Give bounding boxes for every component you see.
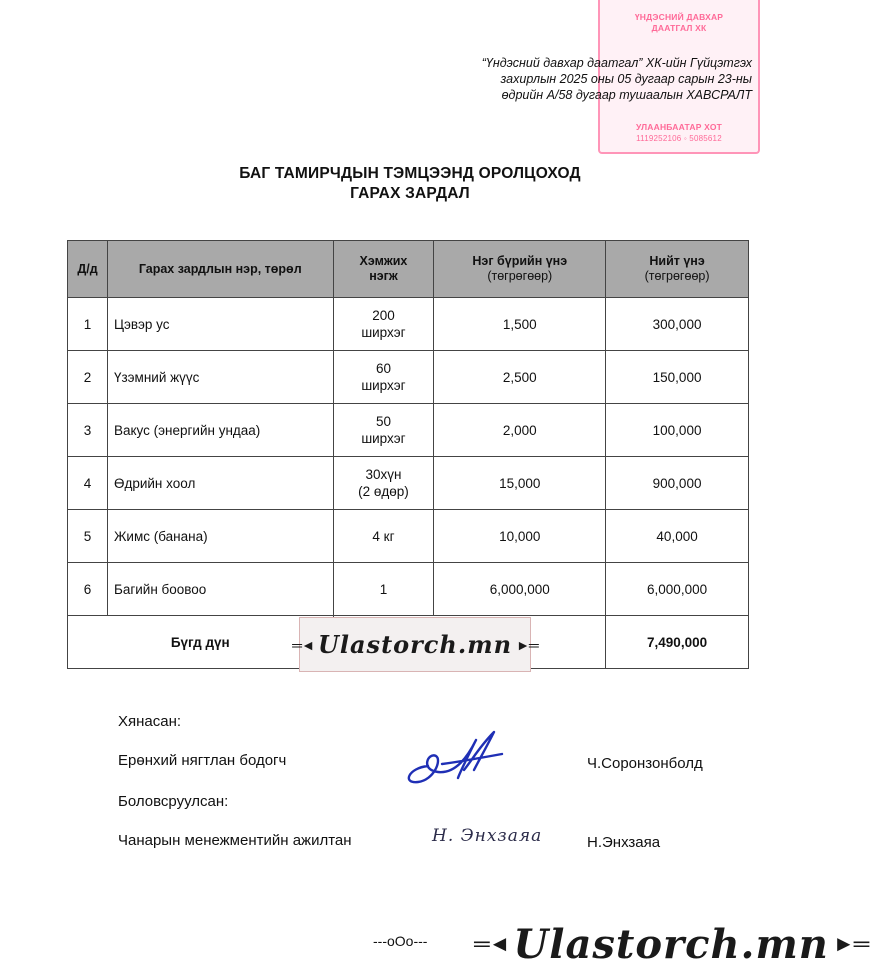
qty-line2: ширхэг — [361, 325, 406, 340]
bottom-watermark — [470, 914, 872, 974]
table-row — [68, 510, 749, 563]
title-line: БАГ ТАМИРЧДЫН ТЭМЦЭЭНД ОРОЛЦОХОД — [239, 165, 581, 182]
header-qty — [333, 241, 434, 298]
header-no: Д/д — [68, 241, 108, 298]
qty-line1: 30хүн — [365, 467, 402, 482]
quality-signature: Н. Энхзаяа — [432, 826, 543, 846]
annex-note — [482, 55, 752, 103]
cell-total-price: 900,000 — [606, 457, 749, 510]
cell-total-price: 100,000 — [606, 404, 749, 457]
header-unit-line2: (төгрөгөөр) — [487, 269, 553, 283]
header-total-line2: (төгрөгөөр) — [644, 269, 710, 283]
header-unit-line1: Нэг бүрийн үнэ — [472, 254, 568, 268]
cell-name: Үзэмний жүүс — [107, 351, 333, 404]
qty-line1: 200 — [372, 308, 395, 323]
cell-no: 4 — [68, 457, 108, 510]
total-value: 7,490,000 — [606, 616, 749, 669]
annex-line: захирлын 2025 оны 05 дугаар сарын 23-ны — [500, 72, 752, 86]
cell-unit-price: 2,000 — [434, 404, 606, 457]
prepared-label: Боловсруулсан: — [118, 793, 229, 810]
cell-no: 2 — [68, 351, 108, 404]
cell-unit-price: 1,500 — [434, 298, 606, 351]
cell-unit-price: 6,000,000 — [434, 563, 606, 616]
cell-name: Жимс (банана) — [107, 510, 333, 563]
cell-no: 6 — [68, 563, 108, 616]
header-name: Гарах зардлын нэр, төрөл — [107, 241, 333, 298]
watermark-logo: Ulastorch.mn — [317, 630, 513, 659]
cell-total-price: 150,000 — [606, 351, 749, 404]
cell-total-price: 40,000 — [606, 510, 749, 563]
table-row — [68, 404, 749, 457]
cell-total-price: 6,000,000 — [606, 563, 749, 616]
title-line: ГАРАХ ЗАРДАЛ — [350, 185, 470, 202]
end-mark: ---oOo--- — [373, 933, 428, 949]
stamp-org-line2: ДААТГАЛ ХК — [651, 23, 707, 33]
cell-no: 3 — [68, 404, 108, 457]
cell-qty — [333, 298, 434, 351]
cell-unit-price: 10,000 — [434, 510, 606, 563]
annex-line: өдрийн А/58 дугаар тушаалын ХАВСРАЛТ — [501, 88, 752, 102]
cell-qty — [333, 404, 434, 457]
cell-name: Багийн боовоо — [107, 563, 333, 616]
cell-qty — [333, 510, 434, 563]
accountant-signature-icon — [398, 726, 508, 788]
cell-qty — [333, 351, 434, 404]
cell-name: Вакус (энергийн ундаа) — [107, 404, 333, 457]
qty-line1: 50 — [375, 414, 391, 429]
qty-line2: ширхэг — [361, 378, 406, 393]
table-row — [68, 457, 749, 510]
cell-name: Цэвэр ус — [107, 298, 333, 351]
cell-no: 5 — [68, 510, 108, 563]
annex-line: “Үндэсний давхар даатгал” ХК-ийн Гүйцэтгэх — [481, 56, 752, 70]
cell-name: Өдрийн хоол — [107, 457, 333, 510]
stamp-codes: 1119252106 ◦ 5085612 — [636, 134, 722, 143]
expense-table — [67, 240, 749, 669]
document-title — [0, 164, 820, 204]
wings-right-icon: ►═ — [516, 636, 538, 653]
cell-unit-price: 2,500 — [434, 351, 606, 404]
stamp-org-line1: ҮНДЭСНИЙ ДАВХАР — [634, 12, 724, 22]
header-qty-line1: Хэмжих — [359, 254, 408, 268]
header-total-line1: Нийт үнэ — [649, 254, 705, 268]
table-header-row — [68, 241, 749, 298]
quality-name: Н.Энхзаяа — [587, 834, 661, 851]
cell-qty — [333, 563, 434, 616]
header-unit-price — [434, 241, 606, 298]
watermark-overlay — [292, 617, 538, 672]
wings-left-icon: ═◄ — [292, 636, 314, 653]
wings-right-icon: ►═ — [832, 931, 869, 956]
qty-line2: ширхэг — [361, 431, 406, 446]
cell-qty — [333, 457, 434, 510]
table-row — [68, 351, 749, 404]
cell-unit-price: 15,000 — [434, 457, 606, 510]
header-qty-line2: нэгж — [369, 269, 398, 283]
quality-role: Чанарын менежментийн ажилтан — [118, 832, 352, 849]
table-row — [68, 563, 749, 616]
accountant-name: Ч.Соронзонболд — [587, 755, 703, 772]
cell-no: 1 — [68, 298, 108, 351]
qty-line1: 4 кг — [372, 528, 395, 544]
watermark-logo: Ulastorch.mn — [513, 920, 829, 968]
header-total-price — [606, 241, 749, 298]
qty-line1: 60 — [375, 361, 391, 376]
table-row — [68, 298, 749, 351]
qty-line1: 1 — [379, 581, 388, 597]
qty-line2: (2 өдөр) — [358, 484, 409, 499]
stamp-city: УЛААНБААТАР ХОТ — [635, 122, 723, 132]
accountant-role: Ерөнхий нягтлан бодогч — [118, 752, 287, 769]
total-label: Бүгд дүн — [68, 616, 334, 669]
approved-label: Хянасан: — [118, 713, 182, 730]
cell-total-price: 300,000 — [606, 298, 749, 351]
wings-left-icon: ═◄ — [474, 931, 510, 956]
